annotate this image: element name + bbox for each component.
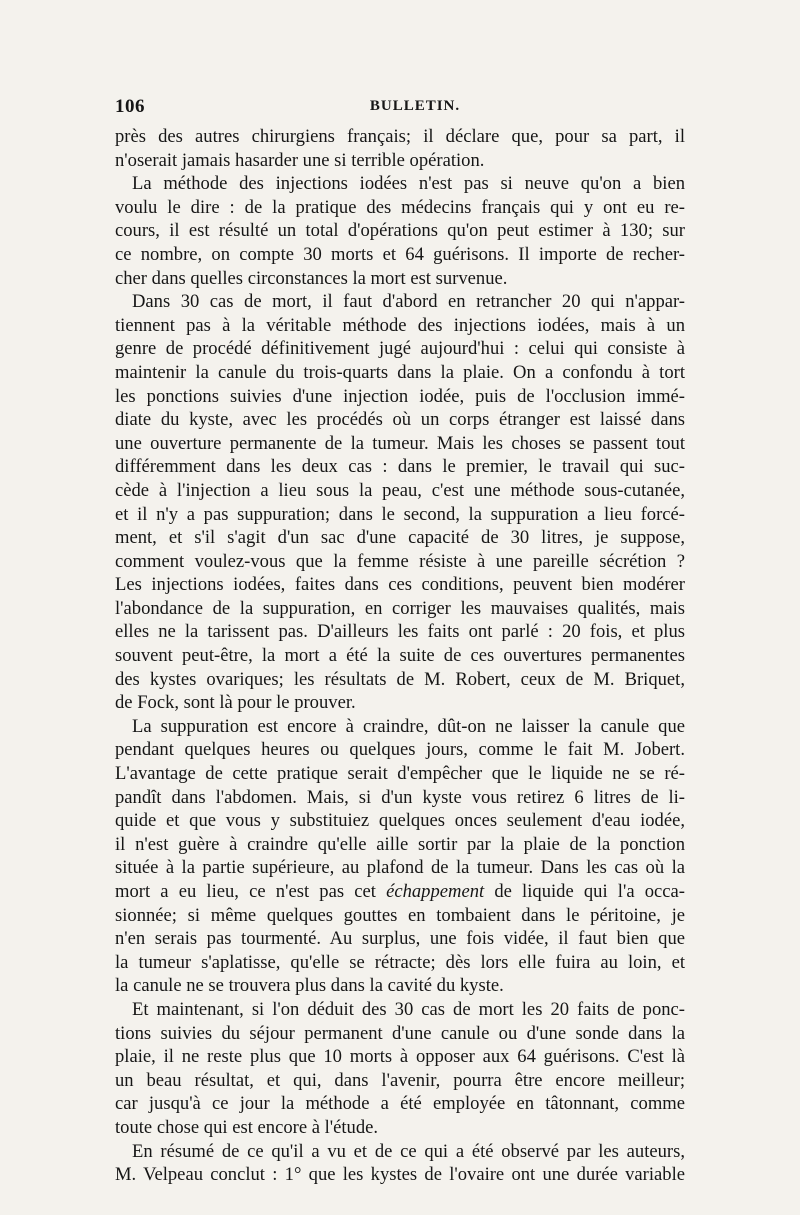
text-line: car jusqu'à ce jour la méthode a été employée en tâtonnant, comme bbox=[115, 1093, 685, 1115]
text-line: de Fock, sont là pour le prouver. bbox=[115, 692, 356, 714]
text-line: la canule ne se trouvera plus dans la cavité du kyste. bbox=[115, 975, 504, 997]
text-line: un beau résultat, et qui, dans l'avenir, pourra être encore meilleur; bbox=[115, 1069, 685, 1091]
italic-word: échappement bbox=[386, 881, 485, 902]
text-line: pandît dans l'abdomen. Mais, si d'un kyste vous retirez 6 litres de li- bbox=[115, 786, 685, 808]
text-line: maintenir la canule du trois-quarts dans la plaie. On a confondu à tort bbox=[115, 361, 685, 383]
text-line: une ouverture permanente de la tumeur. Mais les choses se passent tout bbox=[115, 432, 685, 454]
text-line: cher dans quelles circonstances la mort est survenue. bbox=[115, 267, 508, 289]
text-line: souvent peut-être, la mort a été la suite de ces ouvertures permanentes bbox=[115, 645, 685, 667]
text-line: Les injections iodées, faites dans ces conditions, peuvent bien modérer bbox=[115, 574, 685, 596]
text-line: Et maintenant, si l'on déduit des 30 cas de mort les 20 faits de ponc- bbox=[132, 998, 685, 1020]
text-line: L'avantage de cette pratique serait d'empêcher que le liquide ne se ré- bbox=[115, 763, 685, 785]
text-line: ment, et s'il s'agit d'un sac d'une capacité de 30 litres, je suppose, bbox=[115, 527, 685, 549]
text-line: n'oserait jamais hasarder une si terrible opération. bbox=[115, 149, 485, 171]
text-line: l'abondance de la suppuration, en corriger les mauvaises qualités, mais bbox=[115, 597, 685, 619]
text-line: la tumeur s'aplatisse, qu'elle se rétracte; dès lors elle fuira au loin, et bbox=[115, 951, 685, 973]
text-line: les ponctions suivies d'une injection iodée, puis de l'occlusion immé- bbox=[115, 385, 685, 407]
text-line: différemment dans les deux cas : dans le premier, le travail qui suc- bbox=[115, 456, 685, 478]
text-line: Dans 30 cas de mort, il faut d'abord en retrancher 20 qui n'appar- bbox=[132, 291, 685, 313]
text-line: plaie, il ne reste plus que 10 morts à opposer aux 64 guérisons. C'est là bbox=[115, 1046, 685, 1068]
page-header bbox=[115, 96, 685, 122]
text-line: M. Velpeau conclut : 1° que les kystes de l'ovaire ont une durée variable bbox=[115, 1164, 685, 1186]
text-line: il n'est guère à craindre qu'elle aille sortir par la plaie de la ponction bbox=[115, 833, 685, 855]
text-line: genre de procédé définitivement jugé aujourd'hui : celui qui consiste à bbox=[115, 338, 685, 360]
text-line: sionnée; si même quelques gouttes en tombaient dans le péritoine, je bbox=[115, 904, 685, 926]
text-line: La méthode des injections iodées n'est pas si neuve qu'on a bien bbox=[132, 173, 685, 195]
text-line: comment voulez-vous que la femme résiste à une pareille sécrétion ? bbox=[115, 550, 685, 572]
text-line: cours, il est résulté un total d'opérations qu'on peut estimer à 130; sur bbox=[115, 220, 685, 242]
text-line: cède à l'injection a lieu sous la peau, c'est une méthode sous-cutanée, bbox=[115, 479, 685, 501]
text-line: elles ne la tarissent pas. D'ailleurs les faits ont parlé : 20 fois, et plus bbox=[115, 621, 685, 643]
text-line: diate du kyste, avec les procédés où un corps étranger est laissé dans bbox=[115, 409, 685, 431]
page-number: 106 bbox=[115, 96, 145, 117]
text-line: ce nombre, on compte 30 morts et 64 guérisons. Il importe de recher- bbox=[115, 243, 685, 265]
text-line: quide et que vous y substituiez quelques onces seulement d'eau iodée, bbox=[115, 810, 685, 832]
text-line: située à la partie supérieure, au plafond de la tumeur. Dans les cas où la bbox=[115, 857, 685, 879]
text-line: toute chose qui est encore à l'étude. bbox=[115, 1116, 379, 1138]
text-line: et il n'y a pas suppuration; dans le second, la suppuration a lieu forcé- bbox=[115, 503, 685, 525]
text-line: La suppuration est encore à craindre, dût-on ne laisser la canule que bbox=[132, 715, 685, 737]
text-line: voulu le dire : de la pratique des médecins français qui y ont eu re- bbox=[115, 196, 685, 218]
text-line: mort a eu lieu, ce n'est pas cet échappement de liquide qui l'a occa- bbox=[115, 881, 685, 902]
text-line: En résumé de ce qu'il a vu et de ce qui a été observé par les auteurs, bbox=[132, 1140, 685, 1162]
text-line: des kystes ovariques; les résultats de M. Robert, ceux de M. Briquet, bbox=[115, 668, 685, 690]
text-line: tiennent pas à la véritable méthode des injections iodées, mais à un bbox=[115, 314, 685, 336]
body-text bbox=[115, 125, 685, 1187]
text-line: près des autres chirurgiens français; il déclare que, pour sa part, il bbox=[115, 126, 685, 147]
text-line: n'en serais pas tourmenté. Au surplus, une fois vidée, il faut bien que bbox=[115, 928, 685, 950]
text-line: tions suivies du séjour permanent d'une canule ou d'une sonde dans la bbox=[115, 1022, 685, 1044]
running-title: BULLETIN. bbox=[369, 98, 461, 114]
text-line: pendant quelques heures ou quelques jours, comme le fait M. Jobert. bbox=[115, 739, 685, 761]
